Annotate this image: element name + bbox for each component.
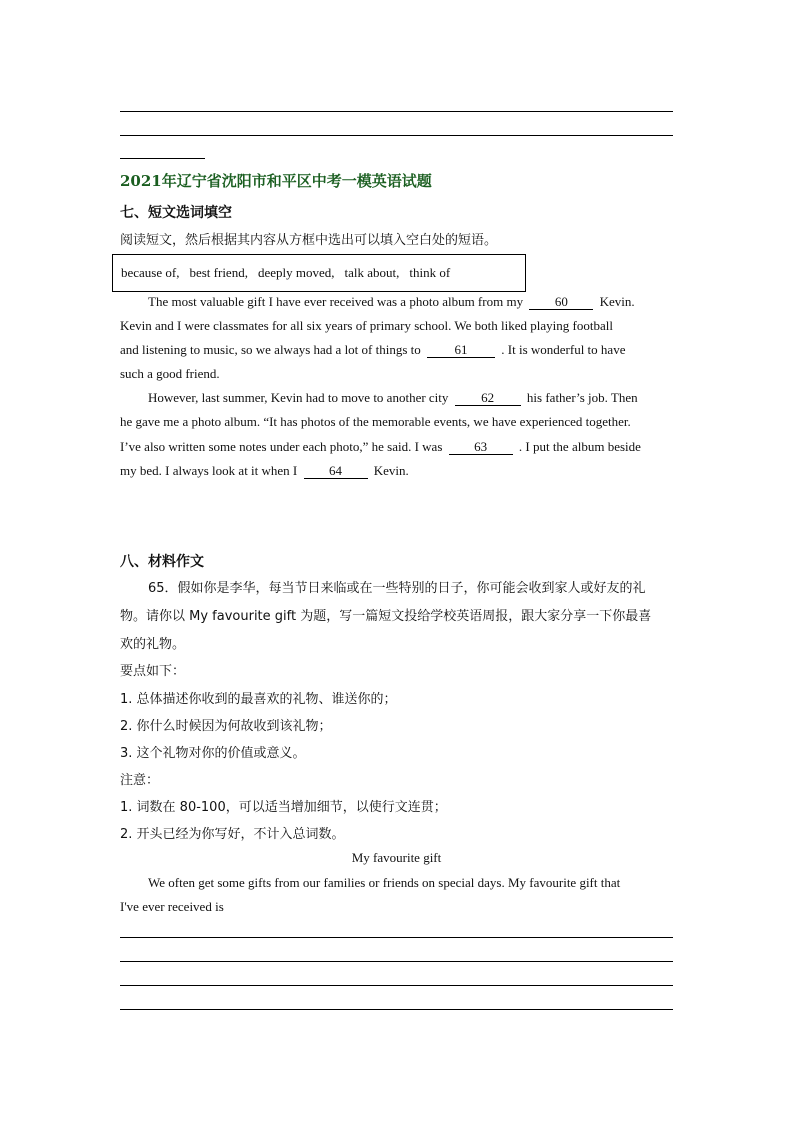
writing-line[interactable] <box>120 1009 673 1010</box>
essay-start-line: We often get some gifts from our families or friends on special days. My favourite gift that <box>148 875 621 890</box>
passage-text: my bed. I always look at it when I <box>120 463 298 478</box>
answer-line <box>120 135 673 136</box>
note-item: 2. 开头已经为你写好，不计入总词数。 <box>120 827 345 842</box>
passage-line: such a good friend. <box>120 366 220 381</box>
word-bank-option: talk about, <box>344 265 400 280</box>
answer-line-short <box>120 158 205 159</box>
writing-line[interactable] <box>120 985 673 986</box>
passage-line <box>120 439 673 455</box>
essay-title: My favourite gift <box>351 850 442 865</box>
passage-text: I’ve also written some notes under each photo,” he said. I was <box>120 439 443 454</box>
passage-line: Kevin and I were classmates for all six years of primary school. We both liked playing football <box>120 318 613 333</box>
word-bank-option: because of, <box>121 265 180 280</box>
notes-label: 注意： <box>120 773 160 788</box>
passage-text: Kevin. <box>599 294 635 309</box>
essay-start-line: I've ever received is <box>120 899 224 914</box>
passage-line <box>120 390 673 406</box>
question-text: 欢的礼物。 <box>120 637 186 652</box>
writing-line[interactable] <box>120 961 673 962</box>
blank-62[interactable]: 62 <box>455 391 521 406</box>
document-title: 2021年辽宁省沈阳市和平区中考一模英语试题 <box>120 172 432 190</box>
passage-line <box>120 294 673 310</box>
passage-text: and listening to music, so we always had a lot of things to <box>120 342 421 357</box>
passage-line <box>120 342 673 358</box>
note-item: 1. 词数在 80-100，可以适当增加细节，以使行文连贯； <box>120 800 447 815</box>
word-bank-box <box>112 254 526 292</box>
passage-text: The most valuable gift I have ever received was a photo album from my <box>148 294 524 309</box>
point-item: 1. 总体描述你收到的最喜欢的礼物、谁送你的； <box>120 692 397 707</box>
blank-61[interactable]: 61 <box>427 343 495 358</box>
passage-text: his father’s job. Then <box>526 390 638 405</box>
point-item: 3. 这个礼物对你的价值或意义。 <box>120 746 306 761</box>
blank-63[interactable]: 63 <box>449 440 513 455</box>
word-bank-option: deeply moved, <box>257 265 335 280</box>
writing-line[interactable] <box>120 937 673 938</box>
question-text: 物。请你以 My favourite gift 为题，写一篇短文投给学校英语周报，跟大家分享一下你最喜 <box>120 609 652 624</box>
section-7-heading: 七、短文选词填空 <box>120 205 232 221</box>
section-7-instruction: 阅读短文，然后根据其内容从方框中选出可以填入空白处的短语。 <box>120 233 498 248</box>
passage-text: . I put the album beside <box>518 439 641 454</box>
point-item: 2. 你什么时候因为何故收到该礼物； <box>120 719 332 734</box>
blank-64[interactable]: 64 <box>304 464 368 479</box>
question-text: 65．假如你是李华，每当节日来临或在一些特别的日子，你可能会收到家人或好友的礼 <box>148 581 646 596</box>
answer-line <box>120 111 673 112</box>
passage-line <box>120 463 673 479</box>
passage-line: he gave me a photo album. “It has photos of the memorable events, we have experienced together. <box>120 414 631 429</box>
word-bank-option: think of <box>409 265 451 280</box>
word-bank-option: best friend, <box>189 265 248 280</box>
points-label: 要点如下： <box>120 664 186 679</box>
blank-60[interactable]: 60 <box>529 295 593 310</box>
passage-text: Kevin. <box>373 463 409 478</box>
passage-text: However, last summer, Kevin had to move to another city <box>148 390 449 405</box>
passage-text: . It is wonderful to have <box>501 342 626 357</box>
section-8-heading: 八、材料作文 <box>120 554 204 570</box>
